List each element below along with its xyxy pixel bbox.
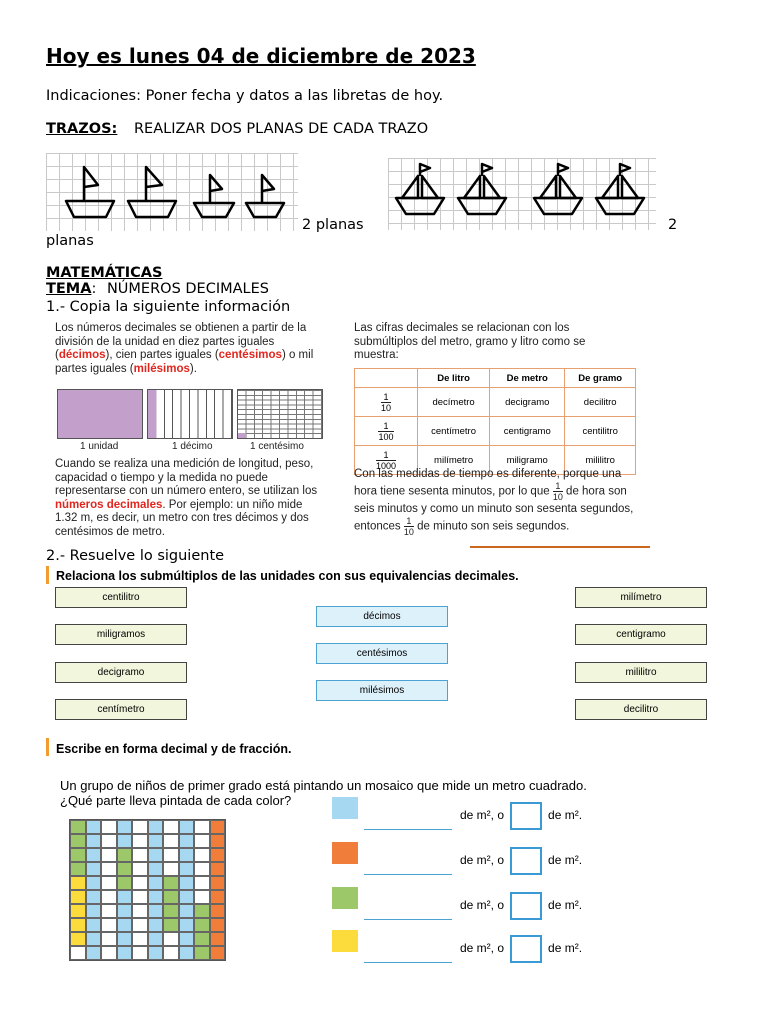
decimal-blank[interactable] <box>364 919 452 920</box>
answer-end-text: de m². <box>548 941 583 956</box>
mosaic-cell <box>148 932 164 946</box>
swatch-yellow <box>332 930 358 952</box>
mosaic-cell <box>86 820 102 834</box>
caption-decimo: 1 décimo <box>172 441 213 452</box>
fraction-numerator: 1 <box>378 421 393 432</box>
step-1: 1.- Copia la siguiente información <box>46 299 291 315</box>
mosaic-cell <box>148 820 164 834</box>
info-p2-b: . Por ejemplo: un niño mide 1.32 m, es decir, un metro con tres décimos y dos centésimos de metro. <box>55 498 309 538</box>
info-p1-d: ). <box>189 362 197 375</box>
table-cell: miligramo <box>490 446 565 475</box>
mosaic-cell <box>163 876 179 890</box>
mosaic-cell <box>70 848 86 862</box>
page-title: Hoy es lunes 04 de diciembre de 2023 <box>46 44 476 68</box>
mosaic-cell <box>86 918 102 932</box>
fraction-numerator: 1 <box>376 450 396 461</box>
info-red-centesimos: centésimos <box>218 349 282 361</box>
fraction-denominator: 10 <box>552 492 563 502</box>
time-text-b: de hora son seis minutos y como un minuto son sesenta segundos, entonces <box>354 485 634 533</box>
answer-mid-text: de m², o <box>460 898 505 913</box>
mosaic-cell <box>101 848 117 862</box>
table-cell: decigramo <box>490 388 565 417</box>
mosaic-cell <box>194 918 210 932</box>
mosaic-cell <box>179 820 195 834</box>
swatch-blue <box>332 797 358 819</box>
mosaic-cell <box>101 932 117 946</box>
table-cell: milímetro <box>418 446 490 475</box>
mosaic-cell <box>194 904 210 918</box>
trazos-text: REALIZAR DOS PLANAS DE CADA TRAZO <box>133 121 429 137</box>
relaciona-right-item[interactable]: centigramo <box>575 624 707 645</box>
mosaic-cell <box>86 848 102 862</box>
mosaic-cell <box>132 904 148 918</box>
mosaic-cell <box>163 820 179 834</box>
mosaic-cell <box>101 918 117 932</box>
mosaic-cell <box>179 946 195 960</box>
mosaic-cell <box>194 820 210 834</box>
trazos-line <box>46 121 428 137</box>
mosaic-cell <box>148 834 164 848</box>
table-cell: centigramo <box>490 417 565 446</box>
mosaic-cell <box>132 820 148 834</box>
mosaic-cell <box>163 932 179 946</box>
mosaic-cell <box>86 946 102 960</box>
mosaic-cell <box>210 904 226 918</box>
mosaic-grid <box>69 819 226 961</box>
section-marker <box>46 566 49 584</box>
mosaic-cell <box>86 904 102 918</box>
mosaic-cell <box>148 876 164 890</box>
relaciona-middle-item[interactable]: décimos <box>316 606 448 627</box>
relaciona-title: Relaciona los submúltiplos de las unidades con sus equivalencias decimales. <box>56 569 519 583</box>
mosaic-cell <box>70 932 86 946</box>
info-red-numeros-decimales: números decimales <box>55 498 163 511</box>
mosaic-cell <box>132 946 148 960</box>
tema-label: TEMA <box>46 281 92 297</box>
relaciona-left-item[interactable]: centímetro <box>55 699 187 720</box>
mosaic-cell <box>117 932 133 946</box>
planas-label-1: 2 planas <box>302 217 364 233</box>
mosaic-question-1: Un grupo de niños de primer grado está pintando un mosaico que mide un metro cuadrado. <box>60 778 587 793</box>
indicaciones: Indicaciones: Poner fecha y datos a las libretas de hoy. <box>46 88 444 104</box>
fraction-numerator: 1 <box>404 516 414 527</box>
mosaic-cell <box>70 834 86 848</box>
table-cell: centilitro <box>565 417 636 446</box>
mosaic-cell <box>163 904 179 918</box>
mosaic-cell <box>194 890 210 904</box>
mosaic-cell <box>210 946 226 960</box>
boats-drawing <box>46 153 298 231</box>
mosaic-cell <box>70 820 86 834</box>
mosaic-cell <box>101 904 117 918</box>
info-p1-a: Los números decimales se obtienen a partir de la división de la unidad en diez partes iguales ( <box>55 322 307 361</box>
relaciona-left-item[interactable]: decigramo <box>55 662 187 683</box>
table-header: De metro <box>490 369 565 388</box>
answer-mid-text: de m², o <box>460 941 505 956</box>
mosaic-cell <box>101 946 117 960</box>
mosaic-cell <box>132 890 148 904</box>
mosaic-cell <box>86 862 102 876</box>
mosaic-cell <box>179 834 195 848</box>
planas-label-2b: planas <box>46 233 94 249</box>
mosaic-cell <box>194 946 210 960</box>
sailboats-drawing <box>388 158 656 230</box>
answer-row-yellow <box>364 935 582 963</box>
fraction-numerator: 1 <box>553 481 563 492</box>
mosaic-cell <box>210 876 226 890</box>
mosaic-cell <box>117 918 133 932</box>
fraction-box[interactable] <box>510 935 542 963</box>
mosaic-cell <box>194 876 210 890</box>
answer-end-text: de m². <box>548 853 583 868</box>
swatch-green <box>332 887 358 909</box>
mosaic-cell <box>117 848 133 862</box>
answer-mid-text: de m², o <box>460 853 505 868</box>
table-header-row <box>355 369 636 388</box>
mosaic-cell <box>117 876 133 890</box>
info-p2-a: Cuando se realiza una medición de longitud, peso, capacidad o tiempo y la medida no puede representarse con un número entero, se utilizan los <box>55 458 318 497</box>
table-cell: decímetro <box>418 388 490 417</box>
fraction-numerator: 1 <box>381 392 391 403</box>
mosaic-cell <box>70 946 86 960</box>
mosaic-cell <box>148 946 164 960</box>
mosaic-cell <box>101 862 117 876</box>
mosaic-cell <box>101 820 117 834</box>
trazos-label: TRAZOS: <box>46 121 118 137</box>
tema-sep: : <box>91 281 97 297</box>
answer-end-text: de m². <box>548 898 583 913</box>
fraction-box[interactable] <box>510 847 542 875</box>
decimal-blank[interactable] <box>364 874 452 875</box>
mosaic-cell <box>179 918 195 932</box>
planas-label-2a: 2 <box>668 217 678 233</box>
answer-row-green <box>364 892 582 920</box>
mosaic-cell <box>132 932 148 946</box>
mosaic-cell <box>163 890 179 904</box>
mosaic-cell <box>132 918 148 932</box>
mosaic-cell <box>163 834 179 848</box>
fraction-denominator: 10 <box>403 527 414 537</box>
mosaic-cell <box>210 918 226 932</box>
mosaic-cell <box>194 862 210 876</box>
mosaic-cell <box>148 862 164 876</box>
mosaic-cell <box>210 848 226 862</box>
relaciona-right-item[interactable]: mililitro <box>575 662 707 683</box>
escribe-title: Escribe en forma decimal y de fracción. <box>56 742 292 756</box>
answer-end-text: de m². <box>548 808 583 823</box>
mosaic-cell <box>210 862 226 876</box>
mosaic-cell <box>132 862 148 876</box>
decorative-underline <box>470 546 650 548</box>
unit-square <box>57 389 143 439</box>
mosaic-cell <box>86 932 102 946</box>
table-header: De litro <box>418 369 490 388</box>
table-fraction <box>355 417 418 446</box>
swatch-orange <box>332 842 358 864</box>
matematicas-text: MATEMÁTICAS <box>46 265 163 281</box>
relaciona-right-item[interactable]: milímetro <box>575 587 707 608</box>
step-2: 2.- Resuelve lo siguiente <box>46 548 225 564</box>
answer-mid-text: de m², o <box>460 808 505 823</box>
hundredth-square <box>237 389 323 439</box>
table-cell: centímetro <box>418 417 490 446</box>
mosaic-cell <box>210 820 226 834</box>
mosaic-cell <box>132 876 148 890</box>
mosaic-cell <box>179 890 195 904</box>
mosaic-cell <box>70 890 86 904</box>
info-red-decimos: décimos <box>58 349 106 361</box>
table-header: De gramo <box>565 369 636 388</box>
mosaic-cell <box>117 834 133 848</box>
info-left-paragraph-1 <box>55 322 325 376</box>
info-right-paragraph-2 <box>354 467 644 537</box>
mosaic-cell <box>210 890 226 904</box>
mosaic-cell <box>132 834 148 848</box>
caption-unidad: 1 unidad <box>80 441 119 452</box>
table-row <box>355 388 636 417</box>
decimal-blank[interactable] <box>364 829 452 830</box>
tracing-boats-image <box>46 153 298 231</box>
fraction-denominator: 1000 <box>375 460 397 471</box>
mosaic-cell <box>163 848 179 862</box>
mosaic-cell <box>70 904 86 918</box>
tema-text: NÚMEROS DECIMALES <box>106 281 269 297</box>
table-cell: mililitro <box>565 446 636 475</box>
mosaic-cell <box>148 848 164 862</box>
mosaic-cell <box>163 862 179 876</box>
time-text-a: Con las medidas de tiempo es diferente, porque una hora tiene sesenta minutos, por lo que <box>354 468 622 498</box>
tracing-sailboats-image <box>388 158 656 230</box>
mosaic-cell <box>179 904 195 918</box>
mosaic-question-2: ¿Qué parte lleva pintada de cada color? <box>60 793 292 808</box>
mosaic-cell <box>86 834 102 848</box>
table-row <box>355 417 636 446</box>
tema-line <box>46 281 269 297</box>
relaciona-left-item[interactable]: miligramos <box>55 624 187 645</box>
table-corner <box>355 369 418 388</box>
mosaic-cell <box>86 890 102 904</box>
mosaic-cell <box>101 890 117 904</box>
mosaic-cell <box>194 848 210 862</box>
mosaic-cell <box>179 848 195 862</box>
mosaic-cell <box>163 946 179 960</box>
mosaic-cell <box>210 834 226 848</box>
relaciona-right-item[interactable]: decilitro <box>575 699 707 720</box>
submultiplos-table <box>354 368 636 475</box>
tenth-square <box>147 389 233 439</box>
mosaic-cell <box>210 932 226 946</box>
relaciona-middle-item[interactable]: centésimos <box>316 643 448 664</box>
time-text-c: de minuto son seis segundos. <box>417 520 570 533</box>
time-fraction-2 <box>404 516 414 537</box>
mosaic-cell <box>179 862 195 876</box>
fraction-denominator: 100 <box>378 431 394 442</box>
fraction-box[interactable] <box>510 802 542 830</box>
mosaic-cell <box>179 876 195 890</box>
mosaic-cell <box>117 904 133 918</box>
info-red-milesimos: milésimos <box>133 362 190 375</box>
mosaic-cell <box>148 890 164 904</box>
mosaic-cell <box>101 834 117 848</box>
mosaic-cell <box>194 932 210 946</box>
mosaic-cell <box>70 918 86 932</box>
mosaic-cell <box>101 876 117 890</box>
caption-centesimo: 1 centésimo <box>250 441 304 452</box>
time-fraction-1 <box>553 481 563 502</box>
section-marker <box>46 738 49 756</box>
mosaic-cell <box>148 904 164 918</box>
mosaic-cell <box>117 890 133 904</box>
answer-row-orange <box>364 847 582 875</box>
mosaic-cell <box>194 834 210 848</box>
fraction-box[interactable] <box>510 892 542 920</box>
relaciona-middle-item[interactable]: milésimos <box>316 680 448 701</box>
info-p1-c: ) o mil partes iguales ( <box>55 349 314 375</box>
mosaic-cell <box>117 862 133 876</box>
mosaic-cell <box>117 820 133 834</box>
table-cell: decilitro <box>565 388 636 417</box>
relaciona-left-item[interactable]: centilitro <box>55 587 187 608</box>
info-right-paragraph-1: Las cifras decimales se relacionan con los submúltiplos del metro, gramo y litro como se muestra: <box>354 322 586 361</box>
mosaic-cell <box>70 862 86 876</box>
fraction-denominator: 10 <box>380 402 391 413</box>
mosaic-cell <box>86 876 102 890</box>
mosaic-cell <box>163 918 179 932</box>
mosaic-cell <box>70 876 86 890</box>
mosaic-cell <box>179 932 195 946</box>
mosaic-cell <box>117 946 133 960</box>
answer-row-blue <box>364 802 582 830</box>
info-p1-b: ), cien partes iguales ( <box>105 349 219 361</box>
matematicas-label <box>46 265 162 281</box>
hundredth-fill <box>238 433 246 438</box>
table-fraction <box>355 388 418 417</box>
decimal-blank[interactable] <box>364 962 452 963</box>
mosaic-cell <box>148 918 164 932</box>
info-left-paragraph-2 <box>55 458 323 539</box>
mosaic-cell <box>132 848 148 862</box>
